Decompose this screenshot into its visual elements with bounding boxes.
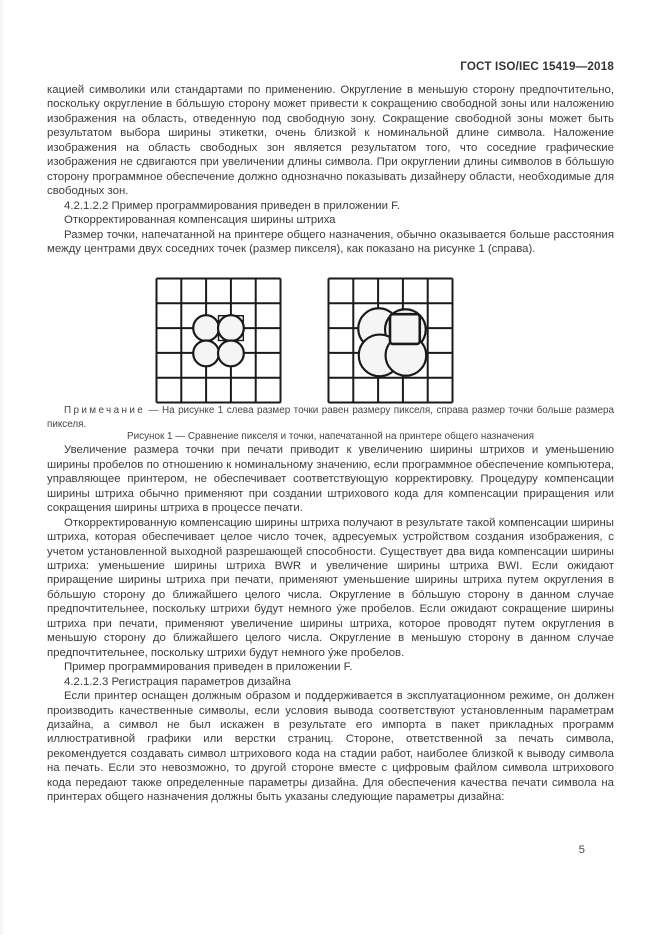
page-number: 5: [578, 844, 585, 856]
paragraph: Размер точки, напечатанной на принтере общего назначения, обычно оказывается больше расстояния между центрами двух соседних точек (размер пикселя), как показано на рисунке 1 (справа).: [47, 228, 614, 255]
paragraph-clause-4-2-1-2-2: 4.2.1.2.2 Пример программирования приведен в приложении F.: [64, 199, 401, 212]
paragraph: Пример программирования приведен в приложении F.: [64, 661, 353, 674]
paragraph-clause-4-2-1-2-3: 4.2.1.2.3 Регистрация параметров дизайна: [64, 675, 291, 688]
figure-1: [47, 277, 614, 404]
content-area: [47, 83, 614, 805]
paragraph: Увеличение размера точки при печати приводит к увеличению ширины штрихов и уменьшению ширины пробелов по отношению к номинальному значению, если программное обеспечение компьютера, управляющее принтером, не обеспечивает соответствующую корректировку. Процедуру компенсации ширины штриха обычно применяют при создании штрихового кода для компенсации приращения или сокращения ширины штриха в процессе печати.: [47, 444, 614, 515]
figure-note: [47, 404, 614, 430]
doc-code: ГОСТ ISO/IEC 15419—2018: [460, 60, 614, 73]
figure-caption: Рисунок 1 — Сравнение пикселя и точки, напечатанной на принтере общего назначения: [127, 430, 534, 442]
note-text: — На рисунке 1 слева размер точки равен размеру пикселя, справа размер точки больше размера пикселя.: [47, 405, 614, 430]
pixel-outline-square: [390, 315, 420, 345]
figure-right-grid-diagram: [327, 277, 454, 404]
page-header: [47, 60, 614, 73]
figure-left-grid-diagram: [155, 277, 282, 404]
paragraph: Если принтер оснащен должным образом и поддерживается в эксплуатационном режиме, он должен производить качественные символы, если условия вывода соответствуют установленным параметрам дизайна, а символ не был искажен в результате его импорта в пакет прикладных программ иллюстративной графики или верстки страниц. Стороне, ответственной за печать символа, рекомендуется создавать символ штрихового кода на стадии работ, наиболее близкой к выводу символа на печать. Если это невозможно, то другой стороне вместе с цифровым файлом символа штрихового кода передают также определенные параметры дизайна. Для обеспечения качества печати символа на принтерах общего назначения должны быть указаны следующие параметры дизайна:: [47, 690, 614, 804]
scan-edge-artifact: [0, 0, 5, 935]
paragraph: Откорректированную компенсацию ширины штриха получают в результате такой компенсации ширины штриха, которая обеспечивает целое число точек, адресуемых устройством создания изображения, с учетом установленной выходной разрешающей способности. Существует два вида компенсации ширины штриха: уменьшение ширины штриха BWR и увеличение ширины штриха BWI. Если ожидают приращение ширины штриха при печати, применяют уменьшение ширины штриха путем округления в бо́льшую сторону до ближайшего целого числа. Округление в бо́льшую сторону в данном случае предпочтительнее, поскольку штрихи будут немного у́же пробелов. Если ожидают сокращение ширины штриха при печати, применяют увеличение ширины штриха, которое проводят путем округления в меньшую сторону до ближайшего целого числа. Округление в меньшую сторону в данном случае предпочтительнее, поскольку штрихи будут немного у́же пробелов.: [47, 516, 614, 659]
paragraph: кацией символики или стандартами по применению. Округление в меньшую сторону предпочтительно, поскольку округление в бо́льшую сторону может привести к сокращению свободной зоны или наложению изображения на область, отведенную под свободную зону. Сокращение свободной зоны может быть результатом выбора ширины этикетки, очень близкой к номинальной длине символа. Наложение изображения на область свободных зон является результатом того, что соседние графические изображения не сдвигаются при увеличении длины символа. При округлении длины символов в бо́льшую сторону программное обеспечение должно однозначно показывать дизайнеру области, необходимые для свободных зон.: [47, 84, 614, 198]
paragraph: Откорректированная компенсация ширины штриха: [64, 214, 336, 227]
note-label: Примечание: [64, 405, 146, 417]
